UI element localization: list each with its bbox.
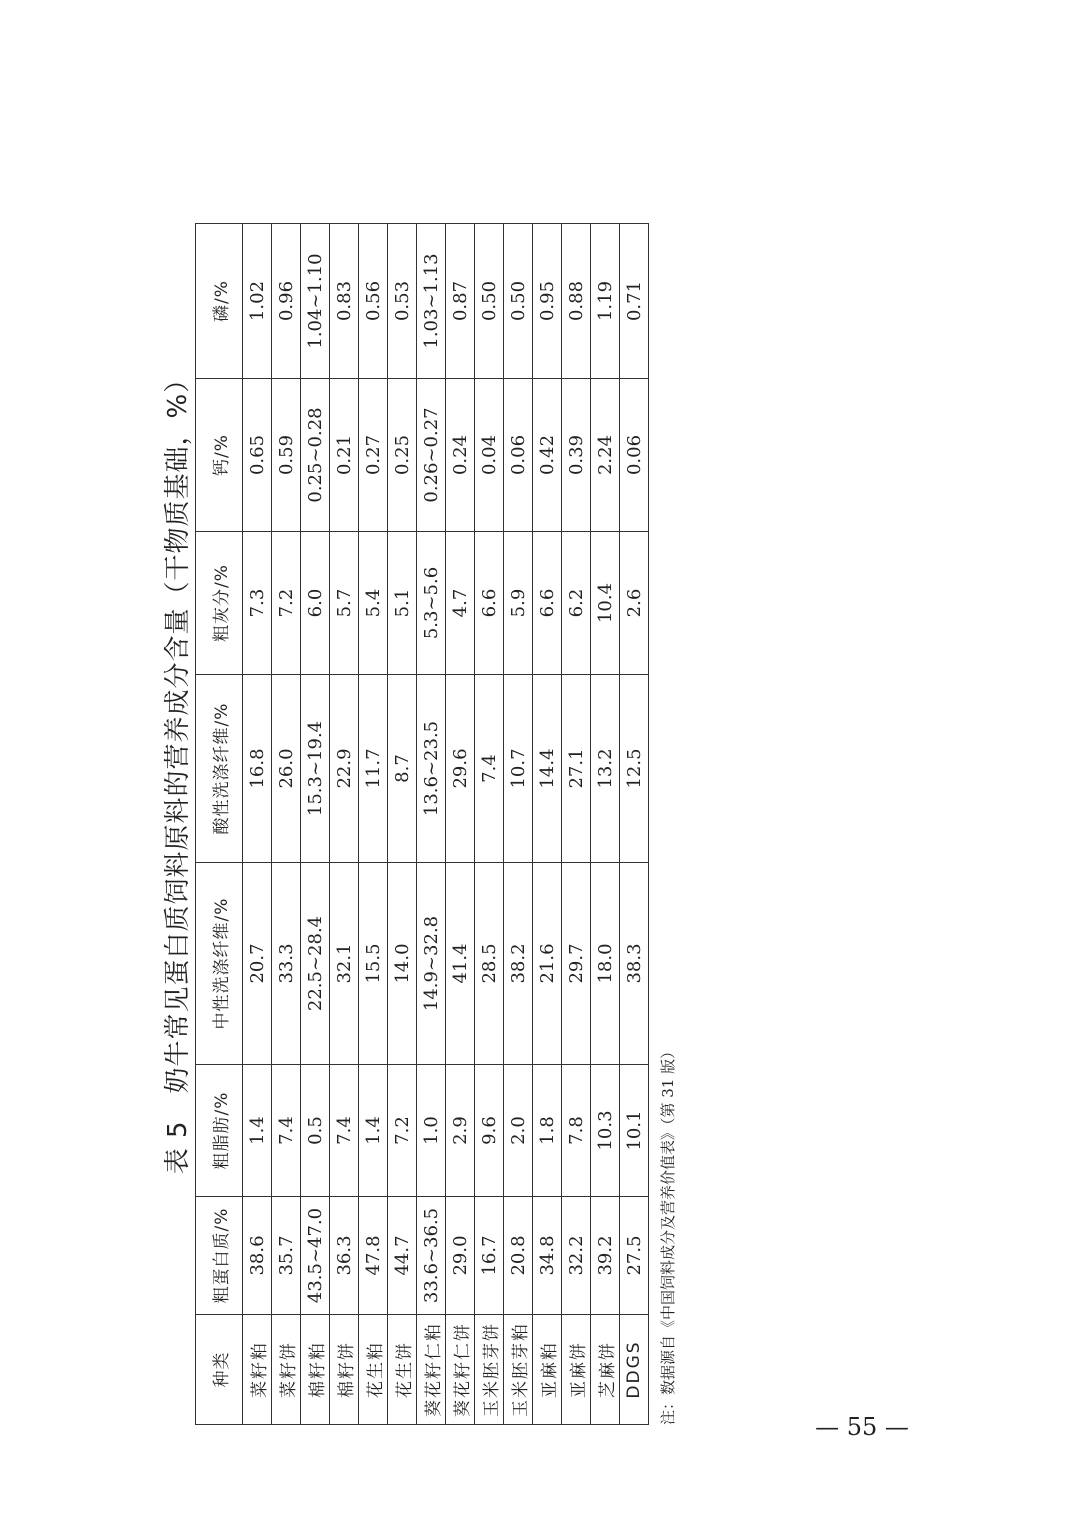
cell-kind: 菜籽饼 — [272, 1315, 301, 1425]
header-crude-protein: 粗蛋白质/% — [196, 1197, 243, 1315]
header-kind: 种类 — [196, 1315, 243, 1425]
cell-ndf: 29.7 — [562, 863, 591, 1065]
cell-ndf: 14.9~32.8 — [417, 863, 446, 1065]
cell-calcium: 0.42 — [533, 379, 562, 532]
cell-crude-protein: 36.3 — [330, 1197, 359, 1315]
cell-ndf: 38.3 — [620, 863, 649, 1065]
cell-phosphorus: 0.50 — [504, 224, 533, 379]
cell-crude-ash: 5.4 — [359, 532, 388, 675]
cell-ndf: 18.0 — [591, 863, 620, 1065]
cell-phosphorus: 1.03~1.13 — [417, 224, 446, 379]
cell-phosphorus: 0.53 — [388, 224, 417, 379]
cell-calcium: 0.26~0.27 — [417, 379, 446, 532]
cell-crude-protein: 35.7 — [272, 1197, 301, 1315]
cell-ndf: 33.3 — [272, 863, 301, 1065]
header-crude-ash: 粗灰分/% — [196, 532, 243, 675]
cell-phosphorus: 1.04~1.10 — [301, 224, 330, 379]
cell-crude-ash: 5.3~5.6 — [417, 532, 446, 675]
cell-adf: 15.3~19.4 — [301, 675, 330, 863]
cell-phosphorus: 0.88 — [562, 224, 591, 379]
cell-kind: 菜籽粕 — [243, 1315, 272, 1425]
cell-ndf: 20.7 — [243, 863, 272, 1065]
table-row — [475, 224, 504, 1425]
cell-kind: 葵花籽仁饼 — [446, 1315, 475, 1425]
cell-crude-fat: 7.2 — [388, 1065, 417, 1197]
cell-kind: 亚麻饼 — [562, 1315, 591, 1425]
table-row — [446, 224, 475, 1425]
header-adf: 酸性洗涤纤维/% — [196, 675, 243, 863]
cell-adf: 26.0 — [272, 675, 301, 863]
cell-crude-ash: 5.9 — [504, 532, 533, 675]
page-number: — 55 — — [815, 1413, 909, 1441]
cell-phosphorus: 1.02 — [243, 224, 272, 379]
cell-kind: 芝麻饼 — [591, 1315, 620, 1425]
cell-adf: 27.1 — [562, 675, 591, 863]
table-row — [388, 224, 417, 1425]
cell-kind: 棉籽饼 — [330, 1315, 359, 1425]
table-row — [591, 224, 620, 1425]
cell-crude-ash: 6.0 — [301, 532, 330, 675]
header-phosphorus: 磷/% — [196, 224, 243, 379]
cell-kind: 玉米胚芽粕 — [504, 1315, 533, 1425]
cell-calcium: 0.59 — [272, 379, 301, 532]
cell-calcium: 0.24 — [446, 379, 475, 532]
cell-calcium: 2.24 — [591, 379, 620, 532]
cell-crude-protein: 16.7 — [475, 1197, 504, 1315]
cell-ndf: 22.5~28.4 — [301, 863, 330, 1065]
cell-phosphorus: 0.71 — [620, 224, 649, 379]
cell-phosphorus: 0.96 — [272, 224, 301, 379]
cell-crude-fat: 9.6 — [475, 1065, 504, 1197]
nutrient-table — [195, 223, 649, 1425]
cell-crude-protein: 29.0 — [446, 1197, 475, 1315]
cell-crude-fat: 0.5 — [301, 1065, 330, 1197]
cell-crude-fat: 1.0 — [417, 1065, 446, 1197]
cell-calcium: 0.06 — [504, 379, 533, 532]
cell-ndf: 15.5 — [359, 863, 388, 1065]
cell-ndf: 41.4 — [446, 863, 475, 1065]
table-row — [417, 224, 446, 1425]
cell-crude-ash: 5.7 — [330, 532, 359, 675]
header-calcium: 钙/% — [196, 379, 243, 532]
cell-crude-ash: 2.6 — [620, 532, 649, 675]
cell-calcium: 0.04 — [475, 379, 504, 532]
cell-adf: 8.7 — [388, 675, 417, 863]
cell-crude-ash: 10.4 — [591, 532, 620, 675]
table-body — [243, 224, 649, 1425]
cell-crude-fat: 10.3 — [591, 1065, 620, 1197]
cell-crude-protein: 38.6 — [243, 1197, 272, 1315]
cell-crude-fat: 1.4 — [359, 1065, 388, 1197]
cell-crude-protein: 47.8 — [359, 1197, 388, 1315]
cell-crude-fat: 10.1 — [620, 1065, 649, 1197]
cell-kind: 花生饼 — [388, 1315, 417, 1425]
table-row — [330, 224, 359, 1425]
cell-crude-protein: 34.8 — [533, 1197, 562, 1315]
cell-adf: 12.5 — [620, 675, 649, 863]
cell-crude-ash: 5.1 — [388, 532, 417, 675]
table-row — [620, 224, 649, 1425]
cell-ndf: 28.5 — [475, 863, 504, 1065]
cell-adf: 13.6~23.5 — [417, 675, 446, 863]
table-row — [359, 224, 388, 1425]
cell-adf: 16.8 — [243, 675, 272, 863]
cell-crude-fat: 1.4 — [243, 1065, 272, 1197]
cell-crude-ash: 7.2 — [272, 532, 301, 675]
cell-kind: 玉米胚芽饼 — [475, 1315, 504, 1425]
cell-adf: 29.6 — [446, 675, 475, 863]
cell-adf: 14.4 — [533, 675, 562, 863]
cell-kind: 棉籽粕 — [301, 1315, 330, 1425]
cell-phosphorus: 0.50 — [475, 224, 504, 379]
cell-crude-ash: 7.3 — [243, 532, 272, 675]
cell-calcium: 0.25 — [388, 379, 417, 532]
table-title: 表 5 奶牛常见蛋白质饲料原料的营养成分含量（干物质基础，%） — [163, 365, 193, 1175]
cell-crude-protein: 20.8 — [504, 1197, 533, 1315]
header-crude-fat: 粗脂肪/% — [196, 1065, 243, 1197]
cell-adf: 7.4 — [475, 675, 504, 863]
table-row — [243, 224, 272, 1425]
cell-crude-protein: 33.6~36.5 — [417, 1197, 446, 1315]
cell-kind: 葵花籽仁粕 — [417, 1315, 446, 1425]
cell-kind: DDGS — [620, 1315, 649, 1425]
cell-ndf: 21.6 — [533, 863, 562, 1065]
cell-ndf: 14.0 — [388, 863, 417, 1065]
table-row — [562, 224, 591, 1425]
cell-crude-ash: 6.2 — [562, 532, 591, 675]
cell-phosphorus: 1.19 — [591, 224, 620, 379]
cell-calcium: 0.65 — [243, 379, 272, 532]
cell-calcium: 0.27 — [359, 379, 388, 532]
cell-crude-protein: 27.5 — [620, 1197, 649, 1315]
cell-phosphorus: 0.87 — [446, 224, 475, 379]
cell-crude-ash: 6.6 — [475, 532, 504, 675]
table-row — [504, 224, 533, 1425]
cell-ndf: 32.1 — [330, 863, 359, 1065]
cell-calcium: 0.39 — [562, 379, 591, 532]
table-row — [301, 224, 330, 1425]
header-row — [196, 224, 243, 1425]
cell-crude-ash: 6.6 — [533, 532, 562, 675]
table-row — [533, 224, 562, 1425]
cell-calcium: 0.21 — [330, 379, 359, 532]
cell-crude-fat: 7.4 — [330, 1065, 359, 1197]
cell-ndf: 38.2 — [504, 863, 533, 1065]
cell-calcium: 0.25~0.28 — [301, 379, 330, 532]
table-note: 注：数据源自《中国饲料成分及营养价值表》（第 31 版） — [659, 1043, 677, 1425]
cell-phosphorus: 0.56 — [359, 224, 388, 379]
header-ndf: 中性洗涤纤维/% — [196, 863, 243, 1065]
cell-calcium: 0.06 — [620, 379, 649, 532]
cell-adf: 11.7 — [359, 675, 388, 863]
cell-adf: 13.2 — [591, 675, 620, 863]
cell-crude-protein: 43.5~47.0 — [301, 1197, 330, 1315]
cell-crude-protein: 44.7 — [388, 1197, 417, 1315]
cell-crude-protein: 32.2 — [562, 1197, 591, 1315]
cell-crude-fat: 1.8 — [533, 1065, 562, 1197]
cell-adf: 10.7 — [504, 675, 533, 863]
cell-crude-fat: 2.0 — [504, 1065, 533, 1197]
cell-crude-protein: 39.2 — [591, 1197, 620, 1315]
cell-phosphorus: 0.83 — [330, 224, 359, 379]
cell-crude-ash: 4.7 — [446, 532, 475, 675]
rotated-content — [150, 115, 690, 1425]
cell-kind: 花生粕 — [359, 1315, 388, 1425]
table-row — [272, 224, 301, 1425]
cell-crude-fat: 7.8 — [562, 1065, 591, 1197]
cell-phosphorus: 0.95 — [533, 224, 562, 379]
cell-crude-fat: 7.4 — [272, 1065, 301, 1197]
cell-kind: 亚麻粕 — [533, 1315, 562, 1425]
cell-crude-fat: 2.9 — [446, 1065, 475, 1197]
cell-adf: 22.9 — [330, 675, 359, 863]
